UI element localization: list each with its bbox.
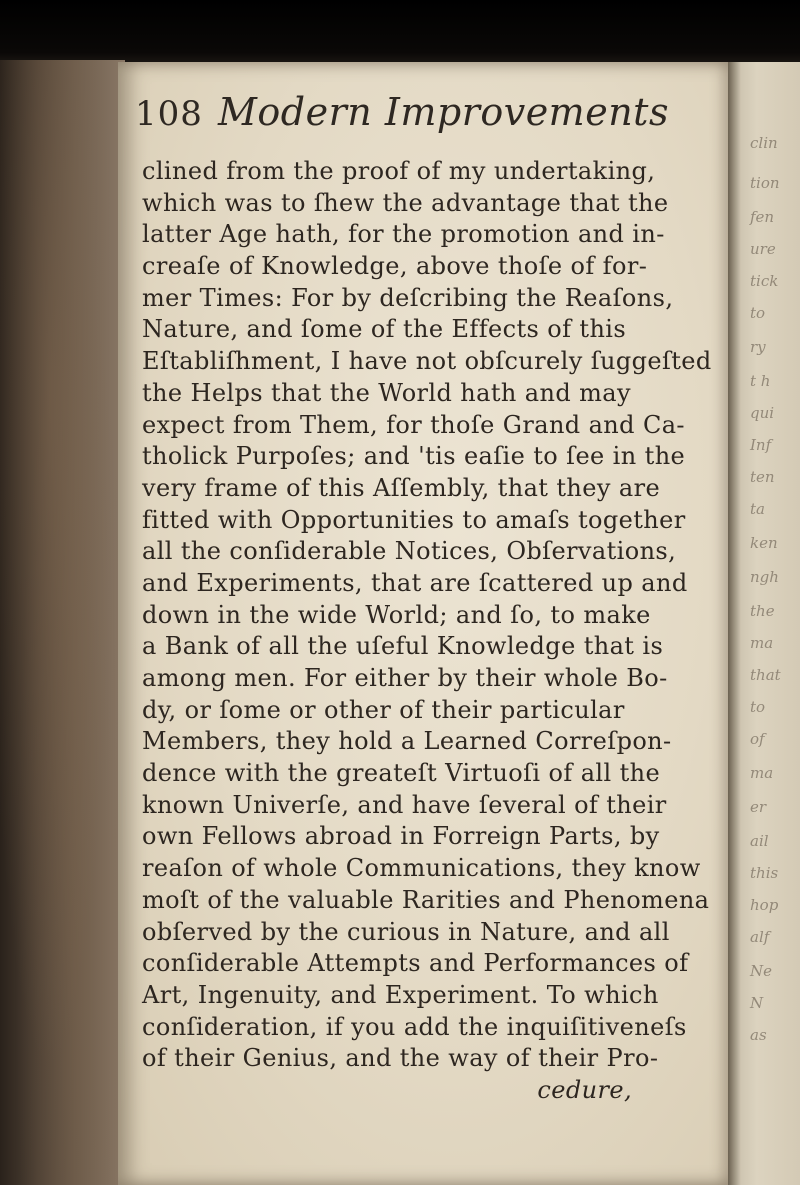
next-page-fragment: er [750,798,767,816]
text-line: clined from the proof of my undertaking, [142,157,656,185]
next-page-fragment: the [750,602,775,620]
catchword: cedure, [537,1075,632,1104]
text-line: a Bank of all the uſeful Knowledge that is [142,632,664,661]
text-line: among men. For either by their whole Bo- [142,664,668,692]
next-page-fragment: ure [750,240,776,258]
next-page-fragment: to [750,304,766,322]
next-page-fragment: ail [750,832,769,850]
running-head [135,90,715,150]
next-page-fragment: fen [750,208,775,226]
text-line: reaſon of whole Communications, they know [142,854,701,883]
text-line: creaſe of Knowledge, above thoſe of for- [142,252,648,281]
text-line: conſiderable Attempts and Performances of [142,949,689,978]
next-page-edge [728,62,800,1185]
text-line: all the conſiderable Notices, Obſervations, [142,537,677,566]
next-page-fragment: ten [750,468,775,486]
next-page-fragment: ry [750,338,766,356]
text-line: fitted with Opportunities to amaſs together [142,505,686,534]
text-line: expect from Them, for thoſe Grand and Ca- [142,410,685,439]
text-line: latter Age hath, for the promotion and in- [142,220,665,249]
text-line: Art, Ingenuity, and Experiment. To which [142,980,659,1009]
text-line: conſideration, if you add the inquiſitiveneſs [142,1012,687,1041]
next-page-fragment: hop [750,896,779,914]
next-page-fragment: ta [750,500,765,518]
next-page-fragment: of [750,730,765,748]
text-line: dy, or ſome or other of their particular [142,695,625,724]
next-page-fragment: ngh [750,568,779,586]
next-page-fragment: ma [750,764,774,782]
text-line: Nature, and ſome of the Effects of this [142,315,627,344]
body-text [142,156,712,1107]
text-line: of their Genius, and the way of their Pro- [142,1044,659,1073]
next-page-fragment: tick [750,272,779,290]
text-line: moſt of the valuable Rarities and Phenomena [142,885,710,914]
next-page-fragment: to [750,698,766,716]
next-page-fragment: t h [750,372,771,390]
text-line: mer Times: For by deſcribing the Reaſons, [142,283,674,312]
text-line: obſerved by the curious in Nature, and all [142,917,670,946]
text-line: Eſtabliſhment, I have not obſcurely ſuggeſted [142,347,712,376]
next-page-fragment: as [750,1026,767,1044]
next-page-fragment: ma [750,634,774,652]
text-line: the Helps that the World hath and may [142,378,631,407]
text-line: down in the wide World; and ſo, to make [142,600,651,629]
next-page-fragment: alf [750,928,770,946]
next-page-fragment: Ne [750,962,773,980]
text-line: dence with the greateſt Virtuoſi of all the [142,759,661,788]
next-page-fragment: clin [750,134,778,152]
next-page-fragment: qui [750,404,775,422]
left-page-edge [0,60,125,1185]
next-page-fragment: ken [750,534,778,552]
next-page-fragment: Inf [750,436,772,454]
page-number: 108 [135,94,203,134]
text-line: tholick Purpoſes; and 'tis eaſie to ſee in the [142,442,686,471]
text-line: known Univerſe, and have ſeveral of their [142,790,667,819]
next-page-fragment: this [750,864,779,882]
next-page-fragment: tion [750,174,780,192]
text-line: own Fellows abroad in Forreign Parts, by [142,822,660,851]
text-line: Members, they hold a Learned Correſpon- [142,727,672,756]
next-page-fragment: N [750,994,764,1012]
running-title: Modern Improvements [218,90,669,134]
next-page-fragment: that [750,666,781,684]
text-line: which was to ſhew the advantage that the [142,188,669,217]
text-line: very frame of this Aſſembly, that they are [142,473,661,502]
text-line: and Experiments, that are ſcattered up and [142,568,688,597]
